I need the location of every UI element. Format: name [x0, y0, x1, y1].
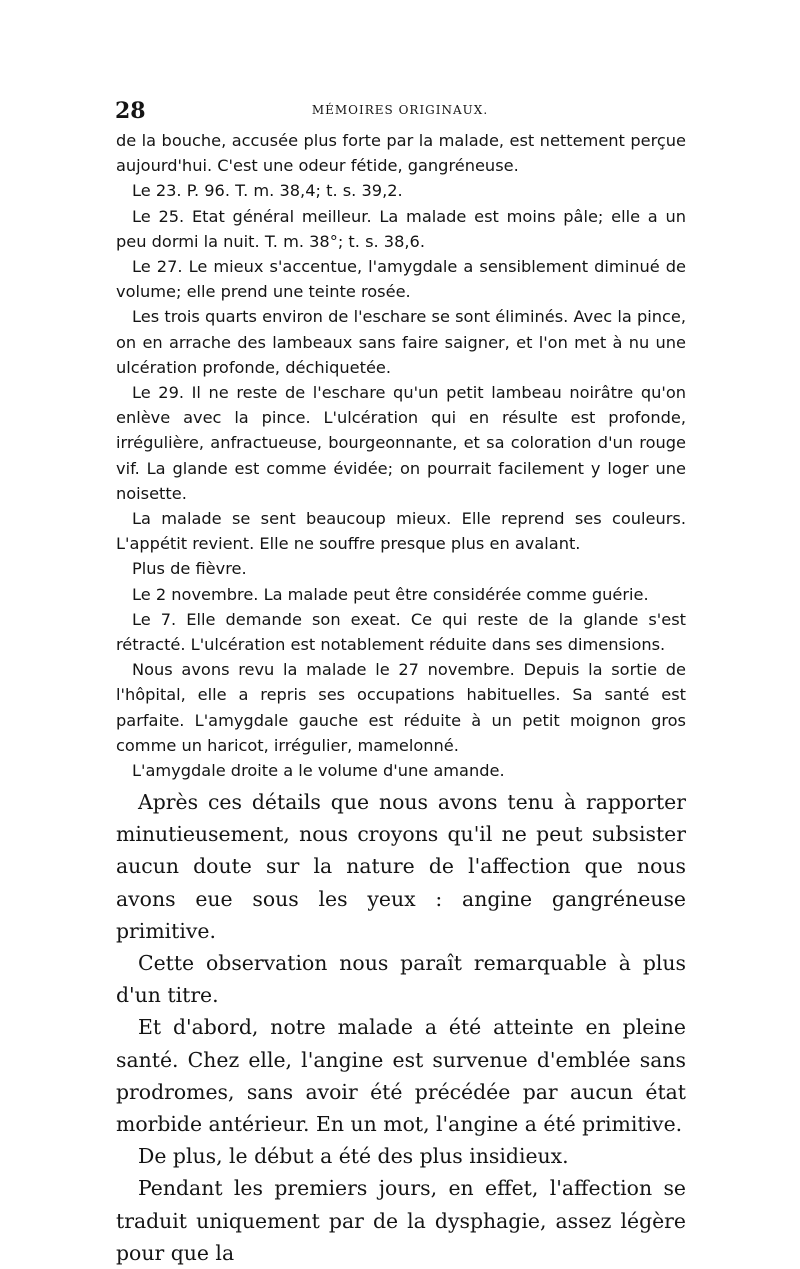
paragraph-insidious: De plus, le début a été des plus insidieux.	[138, 1144, 569, 1169]
paragraph-entry-23: Le 23. P. 96. T. m. 38,4; t. s. 39,2.	[132, 181, 403, 201]
paragraph-no-fever: Plus de fièvre.	[132, 559, 247, 579]
paragraph-improvement: La malade se sent beaucoup mieux. Elle reprend ses couleurs. L'appétit revient. Elle ne souffre presque plus en avalant.	[116, 509, 686, 554]
paragraph-entry-27: Le 27. Le mieux s'accentue, l'amygdale a sensiblement diminué de volume; elle prend une teinte rosée.	[116, 257, 686, 302]
paragraph-right-tonsil: L'amygdale droite a le volume d'une amande.	[132, 761, 505, 781]
paragraph-continuation: de la bouche, accusée plus forte par la malade, est nettement perçue aujourd'hui. C'est une odeur fétide, gangréneuse.	[116, 131, 686, 176]
running-head: MÉMOIRES ORIGINAUX.	[311, 103, 489, 117]
paragraph-entry-29: Le 29. Il ne reste de l'eschare qu'un petit lambeau noirâtre qu'on enlève avec la pince. L'ulcération qui en résulte est profonde, irrégulière, anfractueuse, bourgeonnante, et sa coloration d'un rouge vif. La glande est comme évidée; on pourrait facilement y loger une noisette.	[116, 383, 686, 503]
case-notes-section	[116, 128, 686, 783]
paragraph-remarkable: Cette observation nous paraît remarquable à plus d'un titre.	[116, 951, 686, 1008]
page-header	[115, 98, 685, 124]
paragraph-first-days: Pendant les premiers jours, en effet, l'affection se traduit uniquement par de la dysphagie, assez légère pour que la	[116, 1176, 686, 1265]
paragraph-november-27: Nous avons revu la malade le 27 novembre. Depuis la sortie de l'hôpital, elle a repris ses occupations habituelles. Sa santé est parfaite. L'amygdale gauche est réduite à un petit moignon gros comme un haricot, irrégulier, mamelonné.	[116, 660, 686, 755]
paragraph-primitive: Et d'abord, notre malade a été atteinte en pleine santé. Chez elle, l'angine est survenue d'emblée sans prodromes, sans avoir été précédée par aucun état morbide antérieur. En un mot, l'angine a été primitive.	[116, 1015, 686, 1137]
paragraph-conclusion: Après ces détails que nous avons tenu à rapporter minutieusement, nous croyons qu'il ne peut subsister aucun doute sur la nature de l'affection que nous avons eue sous les yeux : angine gangréneuse primitive.	[116, 790, 686, 943]
paragraph-november-2: Le 2 novembre. La malade peut être considérée comme guérie.	[132, 584, 649, 604]
paragraph-entry-7: Le 7. Elle demande son exeat. Ce qui reste de la glande s'est rétracté. L'ulcération est notablement réduite dans ses dimensions.	[116, 609, 686, 655]
discussion-section	[116, 786, 686, 1269]
paragraph-entry-25: Le 25. Etat général meilleur. La malade est moins pâle; elle a un peu dormi la nuit. T. m. 38°; t. s. 38,6.	[116, 206, 686, 251]
paragraph-eschare: Les trois quarts environ de l'eschare se sont éliminés. Avec la pince, on en arrache des lambeaux sans faire saigner, et l'on met à nu une ulcération profonde, déchiquetée.	[116, 307, 686, 377]
page-number: 28	[115, 98, 146, 124]
